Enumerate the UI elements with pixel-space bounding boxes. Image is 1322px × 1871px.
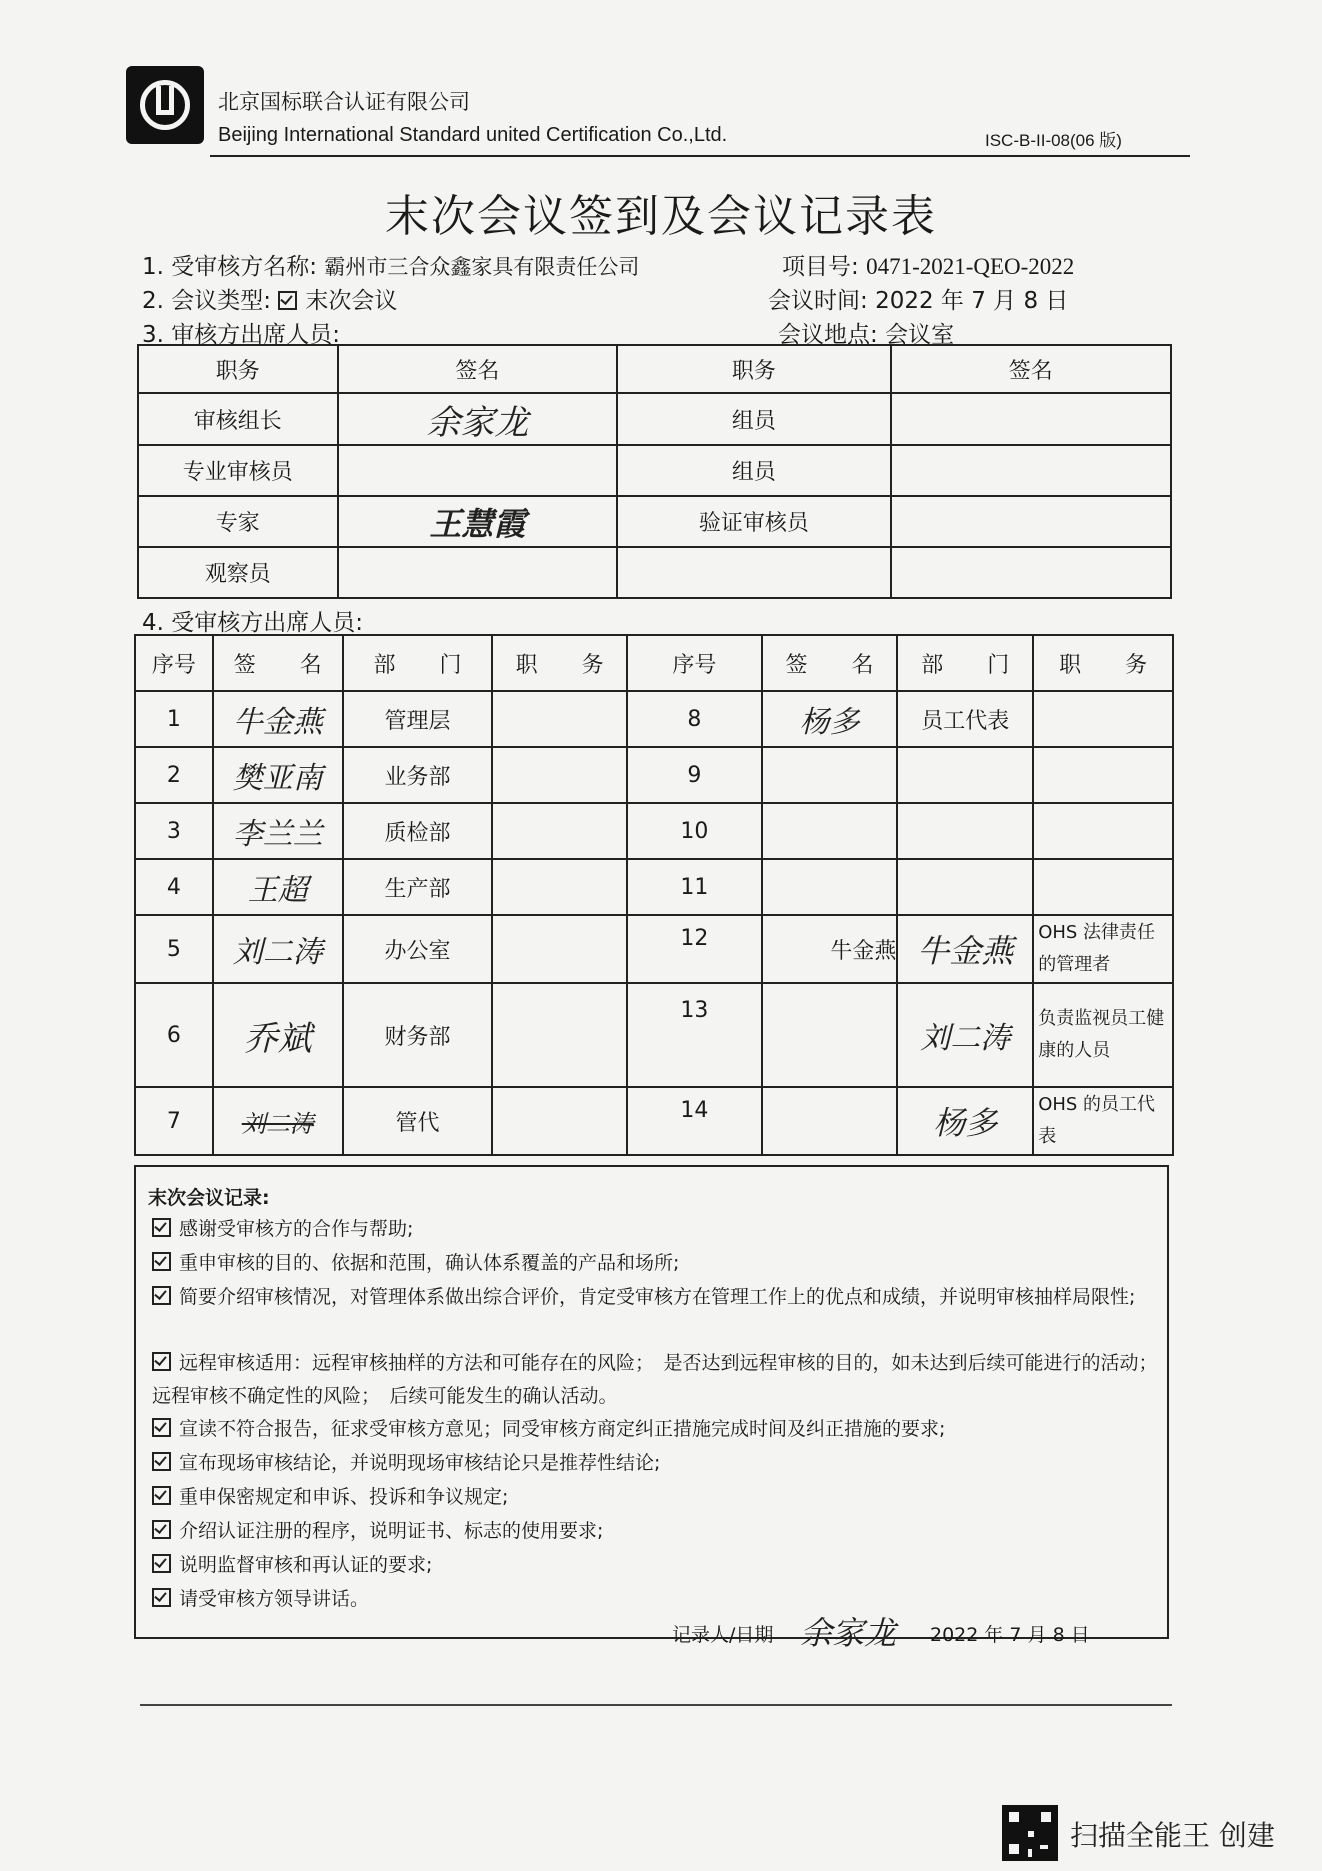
table-row (138, 445, 1171, 496)
signature-cell (762, 983, 898, 1087)
checkbox-icon (152, 1486, 171, 1505)
header-cell: 职 务 (1033, 635, 1173, 691)
seq-cell: 1 (135, 691, 213, 747)
signature-cell (762, 859, 898, 915)
company-name-cn: 北京国标联合认证有限公司 (218, 90, 470, 114)
list-item (152, 1583, 1157, 1616)
position-cell (492, 747, 627, 803)
project-value: 0471-2021-QEO-2022 (866, 254, 1075, 279)
role-cell: 组员 (617, 393, 890, 445)
position-cell: OHS 法律责任的管理者 (1033, 915, 1173, 983)
dept-cell (897, 983, 1033, 1087)
note-text: 说明监督审核和再认证的要求; (179, 1554, 433, 1576)
footer-divider (140, 1704, 1172, 1706)
signature-cell (762, 691, 898, 747)
seq-cell: 8 (627, 691, 762, 747)
note-text: 重申保密规定和申诉、投诉和争议规定; (179, 1486, 509, 1508)
signature-cell (213, 803, 343, 859)
dept-cell (897, 915, 1033, 983)
seq-cell: 13 (627, 983, 762, 1087)
table-row (135, 691, 1173, 747)
role-cell (617, 547, 890, 598)
table-row (138, 547, 1171, 598)
note-text: 简要介绍审核情况，对管理体系做出综合评价，肯定受审核方在管理工作上的优点和成绩，并说明审核抽样局限性; (179, 1286, 1136, 1308)
signature-cell (338, 547, 618, 598)
recorder-date: 2022 年 7 月 8 日 (930, 1624, 1090, 1646)
signature-cell (213, 1087, 343, 1155)
position-cell (1033, 859, 1173, 915)
seq-cell: 5 (135, 915, 213, 983)
company-logo (126, 66, 204, 144)
table-row (135, 803, 1173, 859)
role-cell: 组员 (617, 445, 890, 496)
signature-cell (213, 983, 343, 1087)
auditee-header-row (135, 635, 1173, 691)
meeting-time-value: 2022 年 7 月 8 日 (875, 288, 1069, 314)
signature-cell (762, 1087, 898, 1155)
signature: 杨多 (799, 705, 860, 740)
position-cell (492, 1087, 627, 1155)
dept-cell: 财务部 (343, 983, 493, 1087)
meeting-place-label: 会议地点: (778, 322, 878, 348)
checkbox-icon (152, 1554, 171, 1573)
header-divider (210, 155, 1190, 157)
table-row (135, 1087, 1173, 1155)
checkbox-icon (152, 1588, 171, 1607)
auditors-label: 3. 审核方出席人员: (142, 322, 341, 348)
position-cell (492, 691, 627, 747)
list-item (152, 1247, 1157, 1280)
dept-cell (897, 803, 1033, 859)
signature-cell (338, 496, 618, 547)
position-cell (1033, 747, 1173, 803)
seq-cell: 2 (135, 747, 213, 803)
signature-cell (891, 547, 1171, 598)
meeting-type-value: 末次会议 (305, 288, 398, 314)
list-item (152, 1213, 1157, 1246)
auditee-section-label: 4. 受审核方出席人员: (142, 610, 364, 636)
signature-cell: 牛金燕 (762, 915, 898, 983)
list-item (152, 1481, 1157, 1514)
position-cell (492, 803, 627, 859)
project-line (782, 248, 1074, 281)
note-text: 介绍认证注册的程序，说明证书、标志的使用要求; (179, 1520, 604, 1542)
signature-cell (762, 747, 898, 803)
signature: 刘二涛 (232, 935, 323, 970)
dept-cell: 质检部 (343, 803, 493, 859)
header-cell: 部 门 (897, 635, 1033, 691)
position-cell (492, 983, 627, 1087)
checkbox-icon (152, 1352, 171, 1371)
note-text: 宣布现场审核结论，并说明现场审核结论只是推荐性结论; (179, 1452, 661, 1474)
list-item (152, 1515, 1157, 1548)
meeting-type-line (142, 282, 397, 315)
signature-cell (338, 445, 618, 496)
list-item (152, 1447, 1157, 1480)
meeting-time-label: 会议时间: (768, 288, 868, 314)
form-code: ISC-B-II-08(06 版) (985, 131, 1122, 150)
header-cell: 签 名 (762, 635, 898, 691)
checkbox-icon (152, 1520, 171, 1539)
signature-cell (213, 747, 343, 803)
auditor-table (137, 344, 1172, 599)
table-row (138, 496, 1171, 547)
header-cell: 职 务 (492, 635, 627, 691)
qr-code-icon (1002, 1805, 1058, 1861)
header-cell: 职务 (617, 345, 890, 393)
signature-cell (213, 691, 343, 747)
signature: 王超 (247, 873, 308, 908)
header-cell: 序号 (135, 635, 213, 691)
header-cell: 职务 (138, 345, 338, 393)
company-name-en: Beijing International Standard united Certification Co.,Ltd. (218, 124, 728, 146)
role-cell: 专业审核员 (138, 445, 338, 496)
dept-cell: 管理层 (343, 691, 493, 747)
signature: 刘二涛 (241, 1109, 314, 1138)
list-item (152, 1347, 1168, 1413)
seq-cell: 10 (627, 803, 762, 859)
signature-cell (891, 496, 1171, 547)
header-cell: 序号 (627, 635, 762, 691)
signature: 杨多 (933, 1104, 998, 1142)
page-title: 末次会议签到及会议记录表 (385, 191, 937, 242)
meeting-time-line (768, 282, 1068, 315)
signature: 刘二涛 (920, 1021, 1011, 1056)
seq-cell: 9 (627, 747, 762, 803)
position-cell: 负责监视员工健康的人员 (1033, 983, 1173, 1087)
table-row (138, 393, 1171, 445)
signature-cell (213, 915, 343, 983)
notes-title: 末次会议记录: (148, 1187, 270, 1209)
seq-cell: 11 (627, 859, 762, 915)
scanner-watermark: 扫描全能王 创建 (1070, 1819, 1275, 1852)
signature: 樊亚南 (232, 761, 323, 796)
list-item (152, 1413, 1157, 1446)
seq-cell: 14 (627, 1087, 762, 1155)
seq-cell: 3 (135, 803, 213, 859)
table-row (135, 747, 1173, 803)
checkbox-icon (152, 1218, 171, 1237)
signature: 乔斌 (243, 1018, 312, 1059)
table-row (135, 983, 1173, 1087)
role-cell: 验证审核员 (617, 496, 890, 547)
note-text: 请受审核方领导讲话。 (179, 1588, 370, 1610)
position-cell (1033, 691, 1173, 747)
checkbox-icon (152, 1418, 171, 1437)
dept-cell (897, 1087, 1033, 1155)
signature-cell (338, 393, 618, 445)
meeting-place-value: 会议室 (885, 322, 955, 348)
dept-cell (897, 859, 1033, 915)
seq-cell: 12 (627, 915, 762, 983)
auditee-label: 1. 受审核方名称: (142, 254, 318, 280)
checkbox-icon (152, 1286, 171, 1305)
dept-cell: 业务部 (343, 747, 493, 803)
position-cell: OHS 的员工代表 (1033, 1087, 1173, 1155)
note-text: 宣读不符合报告，征求受审核方意见；同受审核方商定纠正措施完成时间及纠正措施的要求; (179, 1418, 946, 1440)
auditee-line (142, 248, 639, 281)
signature-cell (891, 445, 1171, 496)
role-cell: 审核组长 (138, 393, 338, 445)
signature: 牛金燕 (232, 705, 323, 740)
position-cell (492, 915, 627, 983)
dept-cell (897, 747, 1033, 803)
note-text: 远程审核适用：远程审核抽样的方法和可能存在的风险； 是否达到远程审核的目的，如未达到后续可能进行的活动； 远程审核不确定性的风险； 后续可能发生的确认活动。 (152, 1352, 1168, 1407)
role-cell: 观察员 (138, 547, 338, 598)
note-text: 感谢受审核方的合作与帮助; (179, 1218, 414, 1240)
meeting-type-label: 2. 会议类型: (142, 288, 272, 314)
header-cell: 签名 (891, 345, 1171, 393)
note-text: 重申审核的目的、依据和范围，确认体系覆盖的产品和场所; (179, 1252, 680, 1274)
header-cell: 签 名 (213, 635, 343, 691)
table-row (135, 859, 1173, 915)
seq-cell: 6 (135, 983, 213, 1087)
auditee-value: 霸州市三合众鑫家具有限责任公司 (324, 255, 640, 279)
auditor-header-row (138, 345, 1171, 393)
header-cell: 签名 (338, 345, 618, 393)
dept-cell: 员工代表 (897, 691, 1033, 747)
header-cell: 部 门 (343, 635, 493, 691)
signature: 余家龙 (426, 402, 529, 443)
seq-cell: 7 (135, 1087, 213, 1155)
signature: 王慧霞 (429, 504, 526, 543)
checkbox-icon (152, 1452, 171, 1471)
table-row (135, 915, 1173, 983)
role-cell: 专家 (138, 496, 338, 547)
recorder-label: 记录人/日期 (672, 1624, 774, 1646)
project-label: 项目号: (782, 254, 859, 280)
signature-cell (213, 859, 343, 915)
checkbox-icon (278, 291, 297, 310)
signature-cell (762, 803, 898, 859)
seq-cell: 4 (135, 859, 213, 915)
position-cell (1033, 803, 1173, 859)
signature-cell (891, 393, 1171, 445)
list-item (152, 1281, 1157, 1314)
dept-cell: 管代 (343, 1087, 493, 1155)
position-cell (492, 859, 627, 915)
checkbox-icon (152, 1252, 171, 1271)
signature: 牛金燕 (917, 932, 1014, 970)
dept-cell: 生产部 (343, 859, 493, 915)
list-item (152, 1549, 1157, 1582)
dept-cell: 办公室 (343, 915, 493, 983)
signature: 李兰兰 (232, 817, 323, 852)
auditee-table (134, 634, 1174, 1156)
meeting-notes (134, 1165, 1169, 1639)
recorder-signature: 余家龙 (800, 1614, 897, 1652)
